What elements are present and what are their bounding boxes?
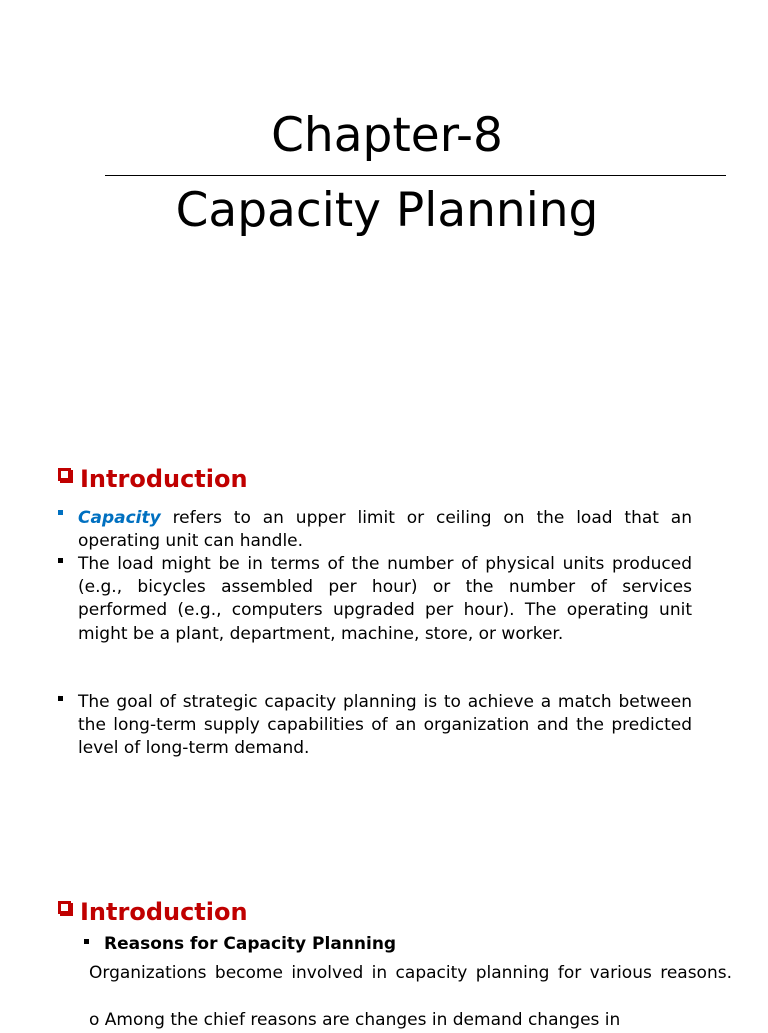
goal-text: The goal of strategic capacity planning is to achieve a match between the long-term supply capabilities of an organization and the predicted level of long-term demand. — [78, 692, 692, 759]
square-bullet-icon — [58, 558, 63, 563]
section1-heading — [58, 463, 248, 495]
section2-heading-text: Introduction — [80, 898, 248, 926]
section2-heading — [58, 896, 248, 928]
reasons-paragraph: Organizations become involved in capacity planning for various reasons. — [89, 963, 732, 983]
sub-bullet-reasons — [84, 933, 396, 956]
square-bullet-icon — [58, 696, 63, 701]
reasons-paragraph-2: o Among the chief reasons are changes in demand changes in — [89, 1010, 621, 1030]
capacity-term: Capacity — [78, 508, 161, 528]
bullet-item-capacity — [58, 507, 692, 553]
chapter-subtitle: Capacity Planning — [175, 183, 599, 238]
square-bullet-icon — [84, 939, 89, 944]
capacity-definition: refers to an upper limit or ceiling on the load that an operating unit can handle. — [78, 508, 692, 552]
bullet-item-load — [58, 553, 692, 646]
reasons-heading: Reasons for Capacity Planning — [104, 934, 397, 954]
load-text: The load might be in terms of the number of physical units produced (e.g., bicycles assembled per hour) or the number of services performed (e.g., computers upgraded per hour). The operating unit might be a plant, department, machine, store, or worker. — [78, 554, 692, 644]
chapter-title: Chapter-8 — [271, 108, 503, 163]
section1-heading-text: Introduction — [80, 465, 248, 493]
checkbox-bullet-icon — [58, 901, 71, 914]
bullet-item-goal — [58, 691, 692, 761]
square-bullet-icon — [58, 510, 63, 515]
checkbox-bullet-icon — [58, 468, 71, 481]
title-divider — [105, 175, 726, 176]
